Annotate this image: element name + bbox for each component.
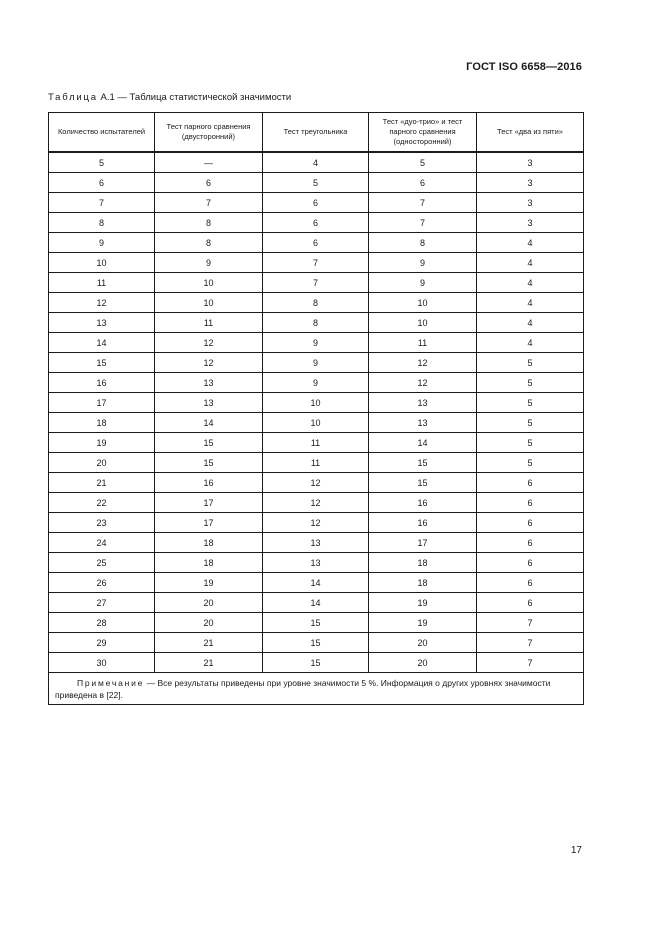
cell-testers: 14 [49, 333, 155, 353]
cell-paired-comparison: 21 [155, 633, 263, 653]
cell-triangle-test: 10 [263, 393, 369, 413]
cell-two-of-five: 7 [477, 653, 584, 673]
cell-two-of-five: 4 [477, 233, 584, 253]
column-header-two-of-five: Тест «два из пяти» [477, 113, 584, 153]
table-row [49, 173, 584, 193]
cell-triangle-test: 8 [263, 313, 369, 333]
cell-two-of-five: 7 [477, 613, 584, 633]
cell-duo-trio: 16 [369, 493, 477, 513]
table-caption-title: — Таблица статистической значимости [117, 92, 292, 103]
cell-paired-comparison: 13 [155, 393, 263, 413]
table-row [49, 533, 584, 553]
table-caption [48, 92, 291, 103]
cell-two-of-five: 3 [477, 193, 584, 213]
cell-paired-comparison: 8 [155, 233, 263, 253]
cell-paired-comparison: 6 [155, 173, 263, 193]
cell-duo-trio: 14 [369, 433, 477, 453]
cell-duo-trio: 20 [369, 653, 477, 673]
document-code: ГОСТ ISO 6658—2016 [466, 61, 582, 73]
cell-paired-comparison: 14 [155, 413, 263, 433]
cell-paired-comparison: 11 [155, 313, 263, 333]
cell-duo-trio: 13 [369, 413, 477, 433]
cell-triangle-test: 14 [263, 573, 369, 593]
cell-triangle-test: 15 [263, 653, 369, 673]
cell-duo-trio: 16 [369, 513, 477, 533]
cell-triangle-test: 8 [263, 293, 369, 313]
cell-testers: 9 [49, 233, 155, 253]
cell-two-of-five: 6 [477, 533, 584, 553]
cell-testers: 8 [49, 213, 155, 233]
cell-triangle-test: 12 [263, 473, 369, 493]
cell-two-of-five: 7 [477, 633, 584, 653]
table-note-text: — Все результаты приведены при уровне значимости 5 %. Информация о других уровнях значимости приведена в [22]. [55, 678, 551, 700]
table-row [49, 233, 584, 253]
cell-testers: 28 [49, 613, 155, 633]
table-row [49, 373, 584, 393]
cell-paired-comparison: 18 [155, 553, 263, 573]
cell-duo-trio: 8 [369, 233, 477, 253]
cell-duo-trio: 7 [369, 213, 477, 233]
cell-paired-comparison: 18 [155, 533, 263, 553]
cell-triangle-test: 13 [263, 553, 369, 573]
cell-triangle-test: 15 [263, 613, 369, 633]
table-caption-number: А.1 [100, 92, 115, 103]
cell-duo-trio: 9 [369, 253, 477, 273]
cell-duo-trio: 15 [369, 453, 477, 473]
cell-two-of-five: 3 [477, 173, 584, 193]
cell-duo-trio: 12 [369, 373, 477, 393]
cell-paired-comparison: 13 [155, 373, 263, 393]
table-row [49, 593, 584, 613]
cell-duo-trio: 19 [369, 613, 477, 633]
cell-testers: 26 [49, 573, 155, 593]
table-row [49, 193, 584, 213]
cell-paired-comparison: 15 [155, 453, 263, 473]
table-row [49, 152, 584, 173]
cell-paired-comparison: 20 [155, 613, 263, 633]
cell-two-of-five: 5 [477, 373, 584, 393]
table-row [49, 653, 584, 673]
table-row [49, 633, 584, 653]
table-row [49, 413, 584, 433]
cell-two-of-five: 4 [477, 253, 584, 273]
cell-two-of-five: 4 [477, 273, 584, 293]
page-number: 17 [570, 845, 582, 856]
table-note-label: Примечание [77, 678, 145, 688]
table-row [49, 293, 584, 313]
cell-duo-trio: 18 [369, 573, 477, 593]
cell-triangle-test: 6 [263, 233, 369, 253]
cell-testers: 22 [49, 493, 155, 513]
cell-paired-comparison: 10 [155, 273, 263, 293]
cell-paired-comparison: 17 [155, 493, 263, 513]
cell-triangle-test: 9 [263, 353, 369, 373]
cell-two-of-five: 5 [477, 453, 584, 473]
cell-testers: 30 [49, 653, 155, 673]
cell-triangle-test: 15 [263, 633, 369, 653]
cell-triangle-test: 5 [263, 173, 369, 193]
cell-two-of-five: 5 [477, 353, 584, 373]
table-row [49, 393, 584, 413]
cell-testers: 27 [49, 593, 155, 613]
cell-testers: 16 [49, 373, 155, 393]
cell-duo-trio: 6 [369, 173, 477, 193]
table-row [49, 213, 584, 233]
cell-triangle-test: 6 [263, 193, 369, 213]
cell-triangle-test: 7 [263, 253, 369, 273]
cell-duo-trio: 18 [369, 553, 477, 573]
cell-two-of-five: 6 [477, 553, 584, 573]
cell-paired-comparison: 12 [155, 333, 263, 353]
cell-two-of-five: 3 [477, 213, 584, 233]
table-row [49, 473, 584, 493]
table-caption-label: Таблица [48, 92, 98, 103]
column-header-testers: Количество испытателей [49, 113, 155, 153]
cell-duo-trio: 15 [369, 473, 477, 493]
cell-testers: 11 [49, 273, 155, 293]
cell-testers: 17 [49, 393, 155, 413]
cell-triangle-test: 12 [263, 493, 369, 513]
cell-paired-comparison: 8 [155, 213, 263, 233]
cell-testers: 18 [49, 413, 155, 433]
table-row [49, 353, 584, 373]
column-header-duo-trio: Тест «дуо-трио» и тест парного сравнения (односторонний) [369, 113, 477, 153]
cell-testers: 29 [49, 633, 155, 653]
cell-testers: 24 [49, 533, 155, 553]
cell-two-of-five: 6 [477, 513, 584, 533]
cell-triangle-test: 4 [263, 152, 369, 173]
cell-testers: 10 [49, 253, 155, 273]
table-row [49, 333, 584, 353]
cell-testers: 6 [49, 173, 155, 193]
cell-duo-trio: 10 [369, 293, 477, 313]
cell-two-of-five: 4 [477, 333, 584, 353]
cell-testers: 19 [49, 433, 155, 453]
cell-two-of-five: 6 [477, 573, 584, 593]
cell-duo-trio: 12 [369, 353, 477, 373]
cell-triangle-test: 6 [263, 213, 369, 233]
cell-duo-trio: 13 [369, 393, 477, 413]
cell-triangle-test: 10 [263, 413, 369, 433]
cell-triangle-test: 9 [263, 373, 369, 393]
table-note-row [49, 673, 584, 705]
cell-testers: 23 [49, 513, 155, 533]
cell-paired-comparison: 20 [155, 593, 263, 613]
cell-paired-comparison: 17 [155, 513, 263, 533]
cell-testers: 15 [49, 353, 155, 373]
cell-paired-comparison: 12 [155, 353, 263, 373]
cell-paired-comparison: 16 [155, 473, 263, 493]
cell-duo-trio: 5 [369, 152, 477, 173]
table-row [49, 513, 584, 533]
table-row [49, 453, 584, 473]
table-row [49, 573, 584, 593]
cell-triangle-test: 12 [263, 513, 369, 533]
table-row [49, 553, 584, 573]
cell-paired-comparison: 19 [155, 573, 263, 593]
cell-duo-trio: 10 [369, 313, 477, 333]
table-row [49, 613, 584, 633]
cell-paired-comparison: — [155, 152, 263, 173]
cell-triangle-test: 14 [263, 593, 369, 613]
cell-duo-trio: 9 [369, 273, 477, 293]
cell-two-of-five: 6 [477, 493, 584, 513]
table-row [49, 253, 584, 273]
cell-two-of-five: 5 [477, 393, 584, 413]
cell-paired-comparison: 21 [155, 653, 263, 673]
cell-duo-trio: 7 [369, 193, 477, 213]
cell-duo-trio: 20 [369, 633, 477, 653]
table-row [49, 433, 584, 453]
table-header-row [49, 113, 584, 153]
cell-two-of-five: 4 [477, 313, 584, 333]
table-row [49, 273, 584, 293]
table-row [49, 493, 584, 513]
cell-triangle-test: 11 [263, 453, 369, 473]
table-row [49, 313, 584, 333]
cell-paired-comparison: 10 [155, 293, 263, 313]
cell-triangle-test: 11 [263, 433, 369, 453]
table-note [49, 673, 584, 705]
cell-testers: 5 [49, 152, 155, 173]
cell-two-of-five: 5 [477, 433, 584, 453]
cell-paired-comparison: 7 [155, 193, 263, 213]
cell-two-of-five: 6 [477, 473, 584, 493]
cell-testers: 21 [49, 473, 155, 493]
cell-duo-trio: 19 [369, 593, 477, 613]
cell-triangle-test: 13 [263, 533, 369, 553]
cell-two-of-five: 4 [477, 293, 584, 313]
column-header-triangle-test: Тест треугольника [263, 113, 369, 153]
cell-two-of-five: 5 [477, 413, 584, 433]
cell-testers: 20 [49, 453, 155, 473]
cell-testers: 7 [49, 193, 155, 213]
cell-testers: 12 [49, 293, 155, 313]
cell-two-of-five: 6 [477, 593, 584, 613]
cell-duo-trio: 11 [369, 333, 477, 353]
cell-triangle-test: 7 [263, 273, 369, 293]
cell-two-of-five: 3 [477, 152, 584, 173]
significance-table [48, 112, 584, 705]
cell-testers: 25 [49, 553, 155, 573]
table-body [49, 152, 584, 673]
column-header-paired-comparison: Тест парного сравнения (двусторонний) [155, 113, 263, 153]
cell-triangle-test: 9 [263, 333, 369, 353]
cell-paired-comparison: 9 [155, 253, 263, 273]
cell-testers: 13 [49, 313, 155, 333]
cell-paired-comparison: 15 [155, 433, 263, 453]
cell-duo-trio: 17 [369, 533, 477, 553]
